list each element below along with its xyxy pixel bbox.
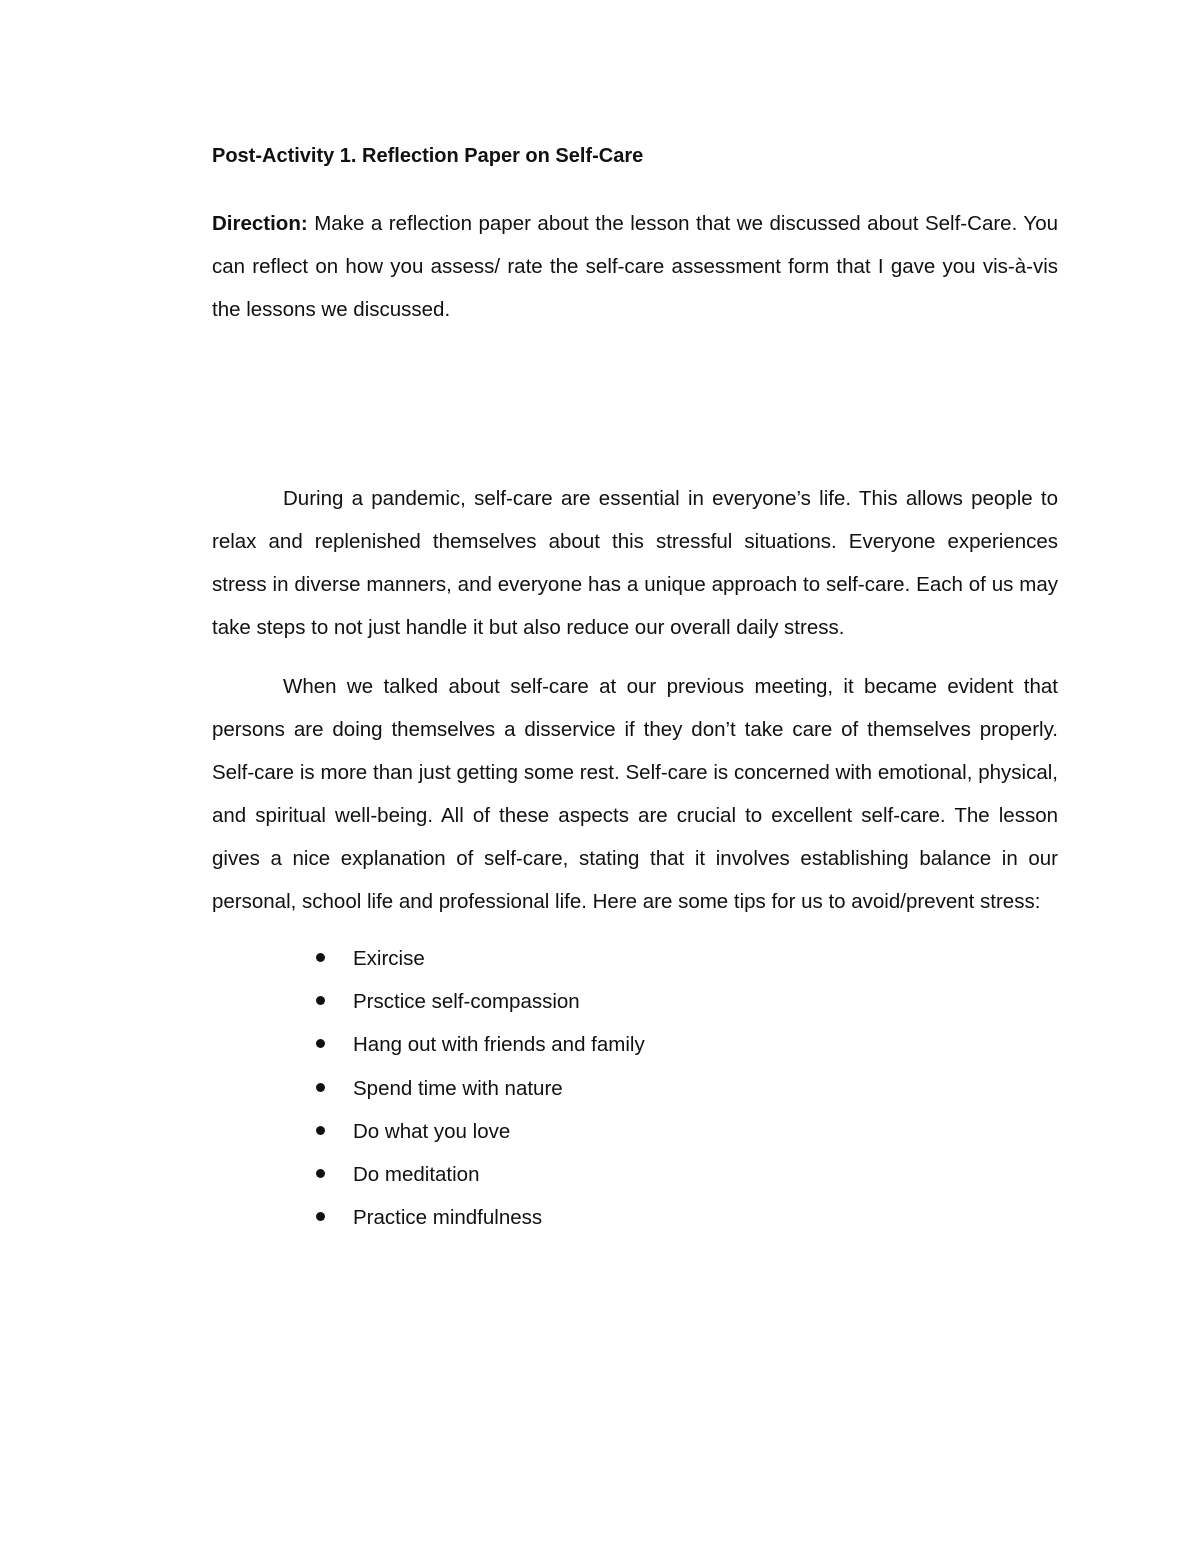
tip-text: Spend time with nature <box>353 1076 563 1100</box>
direction-paragraph <box>212 202 1058 331</box>
document-content <box>212 142 1058 1239</box>
document-title: Post-Activity 1. Reflection Paper on Self-Care <box>212 145 644 167</box>
tip-text: Hang out with friends and family <box>353 1033 645 1057</box>
list-item <box>212 1023 1058 1066</box>
tip-text: Practice mindfulness <box>353 1206 543 1230</box>
tips-list <box>212 937 1058 1239</box>
list-item <box>212 980 1058 1023</box>
tip-text: Do meditation <box>353 1162 480 1186</box>
list-item <box>212 1153 1058 1196</box>
direction-label: Direction: <box>212 212 308 235</box>
tip-text: Prsctice self-compassion <box>353 990 580 1014</box>
bullet-icon <box>316 953 325 962</box>
bullet-icon <box>316 1039 325 1048</box>
bullet-icon <box>316 1169 325 1178</box>
list-item <box>212 1196 1058 1239</box>
tip-text: Do what you love <box>353 1119 511 1143</box>
list-item <box>212 1067 1058 1110</box>
bullet-icon <box>316 1212 325 1221</box>
direction-text: Make a reflection paper about the lesson that we discussed about Self-Care. You can reflect on how you assess/ rate the self-care assessment form that I gave you vis-à-vis the lessons we discussed. <box>212 212 1059 321</box>
body-paragraph-1: During a pandemic, self-care are essential in everyone’s life. This allows people to relax and replenished themselves about this stressful situations. Everyone experiences stress in diverse manners, and everyone has a unique approach to self-care. Each of us may take steps to not just handle it but also reduce our overall daily stress. <box>212 487 1058 639</box>
bullet-icon <box>316 996 325 1005</box>
bullet-icon <box>316 1083 325 1092</box>
list-item <box>212 937 1058 980</box>
tip-text: Exircise <box>353 947 425 970</box>
list-item <box>212 1110 1058 1153</box>
body-paragraph-2: When we talked about self-care at our previous meeting, it became evident that persons are doing themselves a disservice if they don’t take care of themselves properly. Self-care is more than just getting some rest. Self-care is concerned with emotional, physical, and spiritual well-being. All of these aspects are crucial to excellent self-care. The lesson gives a nice explanation of self-care, stating that it involves establishing balance in our personal, school life and professional life. Here are some tips for us to avoid/prevent stress: <box>212 675 1058 913</box>
bullet-icon <box>316 1126 325 1135</box>
